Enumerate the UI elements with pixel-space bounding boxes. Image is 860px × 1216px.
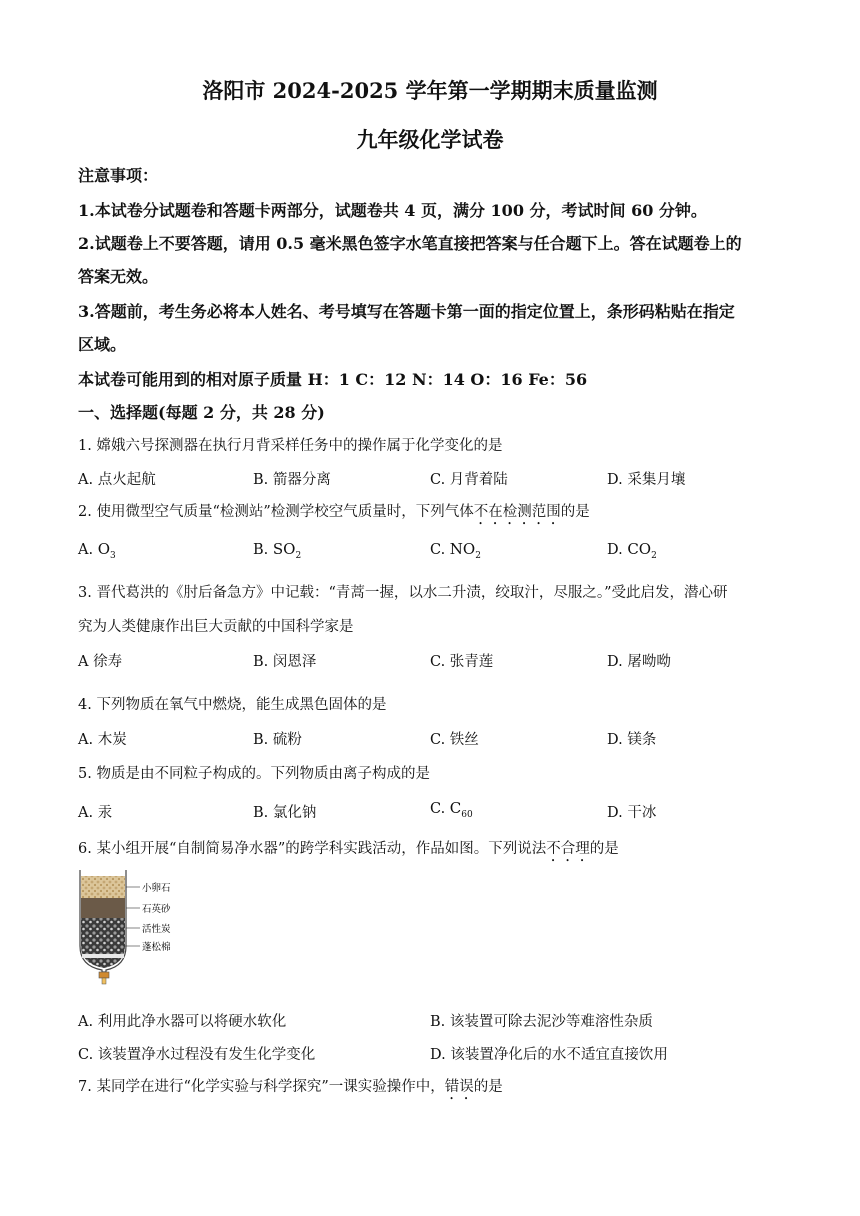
note-2: 2.试题卷上不要答题，请用 0.5 毫米黑色签字水笔直接把答案与任合题下上。答在试题卷上的	[78, 234, 742, 253]
q7-stem: 7. 某同学在进行“化学实验与科学探究”一课实验操作中，错误的是	[78, 1079, 503, 1095]
q2-option-d[interactable]: D. $CO_2$	[607, 540, 657, 561]
label-cotton: 蓬松棉	[142, 942, 171, 953]
q4-option-c[interactable]: C. 铁丝	[430, 732, 479, 748]
q6-option-d[interactable]: D. 该装置净化后的水不适宜直接饮用	[430, 1047, 668, 1063]
q6-stem: 6. 某小组开展“自制简易净水器”的跨学科实践活动，作品如图。下列说法不合理的是	[78, 841, 619, 857]
q4-option-d[interactable]: D. 镁条	[607, 732, 657, 748]
q3-option-c[interactable]: C. 张青莲	[430, 654, 494, 670]
q4-option-a[interactable]: A. 木炭	[78, 732, 127, 748]
q4-option-b[interactable]: B. 硫粉	[253, 732, 302, 748]
water-filter-figure	[78, 868, 188, 996]
q1-option-c[interactable]: C. 月背着陆	[430, 472, 508, 488]
pebble-layer	[81, 876, 125, 898]
q5-option-c[interactable]: C. $C_{60}$	[430, 799, 473, 820]
label-activated-carbon: 活性炭	[142, 924, 171, 935]
q3-stem: 3. 晋代葛洪的《肘后备急方》中记载：“青蒿一握，以水二升渍，绞取汁，尽服之。”受此启发，潜心研	[78, 585, 728, 601]
q3-stem-cont: 究为人类健康作出巨大贡献的中国科学家是	[78, 619, 354, 635]
quartz-sand-layer	[81, 898, 125, 918]
q6-option-b[interactable]: B. 该装置可除去泥沙等难溶性杂质	[430, 1014, 653, 1030]
q6-option-c[interactable]: C. 该装置净水过程没有发生化学变化	[78, 1047, 316, 1063]
q7-emphasis: 错误	[444, 1079, 474, 1095]
q5-option-b[interactable]: B. 氯化钠	[253, 805, 317, 821]
q2-option-b[interactable]: B. $SO_2$	[253, 540, 302, 561]
note-1: 1.本试卷分试题卷和答题卡两部分，试题卷共 4 页，满分 100 分，考试时间 60 分钟。	[78, 201, 707, 220]
q5-stem: 5. 物质是由不同粒子构成的。下列物质由离子构成的是	[78, 766, 430, 782]
note-2-cont: 答案无效。	[78, 267, 159, 286]
q2-emphasis: 不在检测范围	[473, 504, 561, 520]
exam-subtitle: 九年级化学试卷	[356, 127, 504, 152]
q3-option-d[interactable]: D. 屠呦呦	[607, 654, 671, 670]
atomic-mass-note: 本试卷可能用到的相对原子质量 H：1 C：12 N：14 O：16 Fe：56	[78, 370, 588, 389]
note-3-cont: 区域。	[78, 335, 127, 354]
q1-option-b[interactable]: B. 箭器分离	[253, 472, 331, 488]
q2-option-c[interactable]: C. $NO_2$	[430, 540, 481, 561]
q4-stem: 4. 下列物质在氧气中燃烧，能生成黑色固体的是	[78, 697, 387, 713]
section-heading: 一、选择题(每题 2 分，共 28 分)	[78, 403, 325, 422]
q2-option-a[interactable]: A. $O_3$	[78, 540, 116, 561]
note-3: 3.答题前，考生务必将本人姓名、考号填写在答题卡第一面的指定位置上，条形码粘贴在指定	[78, 302, 735, 321]
q3-option-a[interactable]: A 徐寿	[78, 654, 123, 670]
cotton-layer	[82, 954, 124, 958]
q5-option-a[interactable]: A. 汞	[78, 805, 113, 821]
notes-heading: 注意事项：	[78, 166, 159, 185]
q5-option-d[interactable]: D. 干冰	[607, 805, 657, 821]
q1-stem: 1. 嫦娥六号探测器在执行月背采样任务中的操作属于化学变化的是	[78, 438, 503, 454]
q3-option-b[interactable]: B. 闵恩泽	[253, 654, 317, 670]
q2-stem: 2. 使用微型空气质量“检测站”检测学校空气质量时，下列气体不在检测范围的是	[78, 504, 590, 520]
activated-carbon-layer	[81, 918, 125, 968]
label-pebble: 小卵石	[142, 883, 171, 894]
q6-option-a[interactable]: A. 利用此净水器可以将硬水软化	[78, 1014, 287, 1030]
q6-emphasis: 不合理	[546, 841, 590, 857]
q1-option-d[interactable]: D. 采集月壤	[607, 472, 686, 488]
q1-option-a[interactable]: A. 点火起航	[78, 472, 156, 488]
label-quartz-sand: 石英砂	[142, 904, 171, 915]
exam-title: 洛阳市 2024-2025 学年第一学期期末质量监测	[202, 78, 658, 103]
